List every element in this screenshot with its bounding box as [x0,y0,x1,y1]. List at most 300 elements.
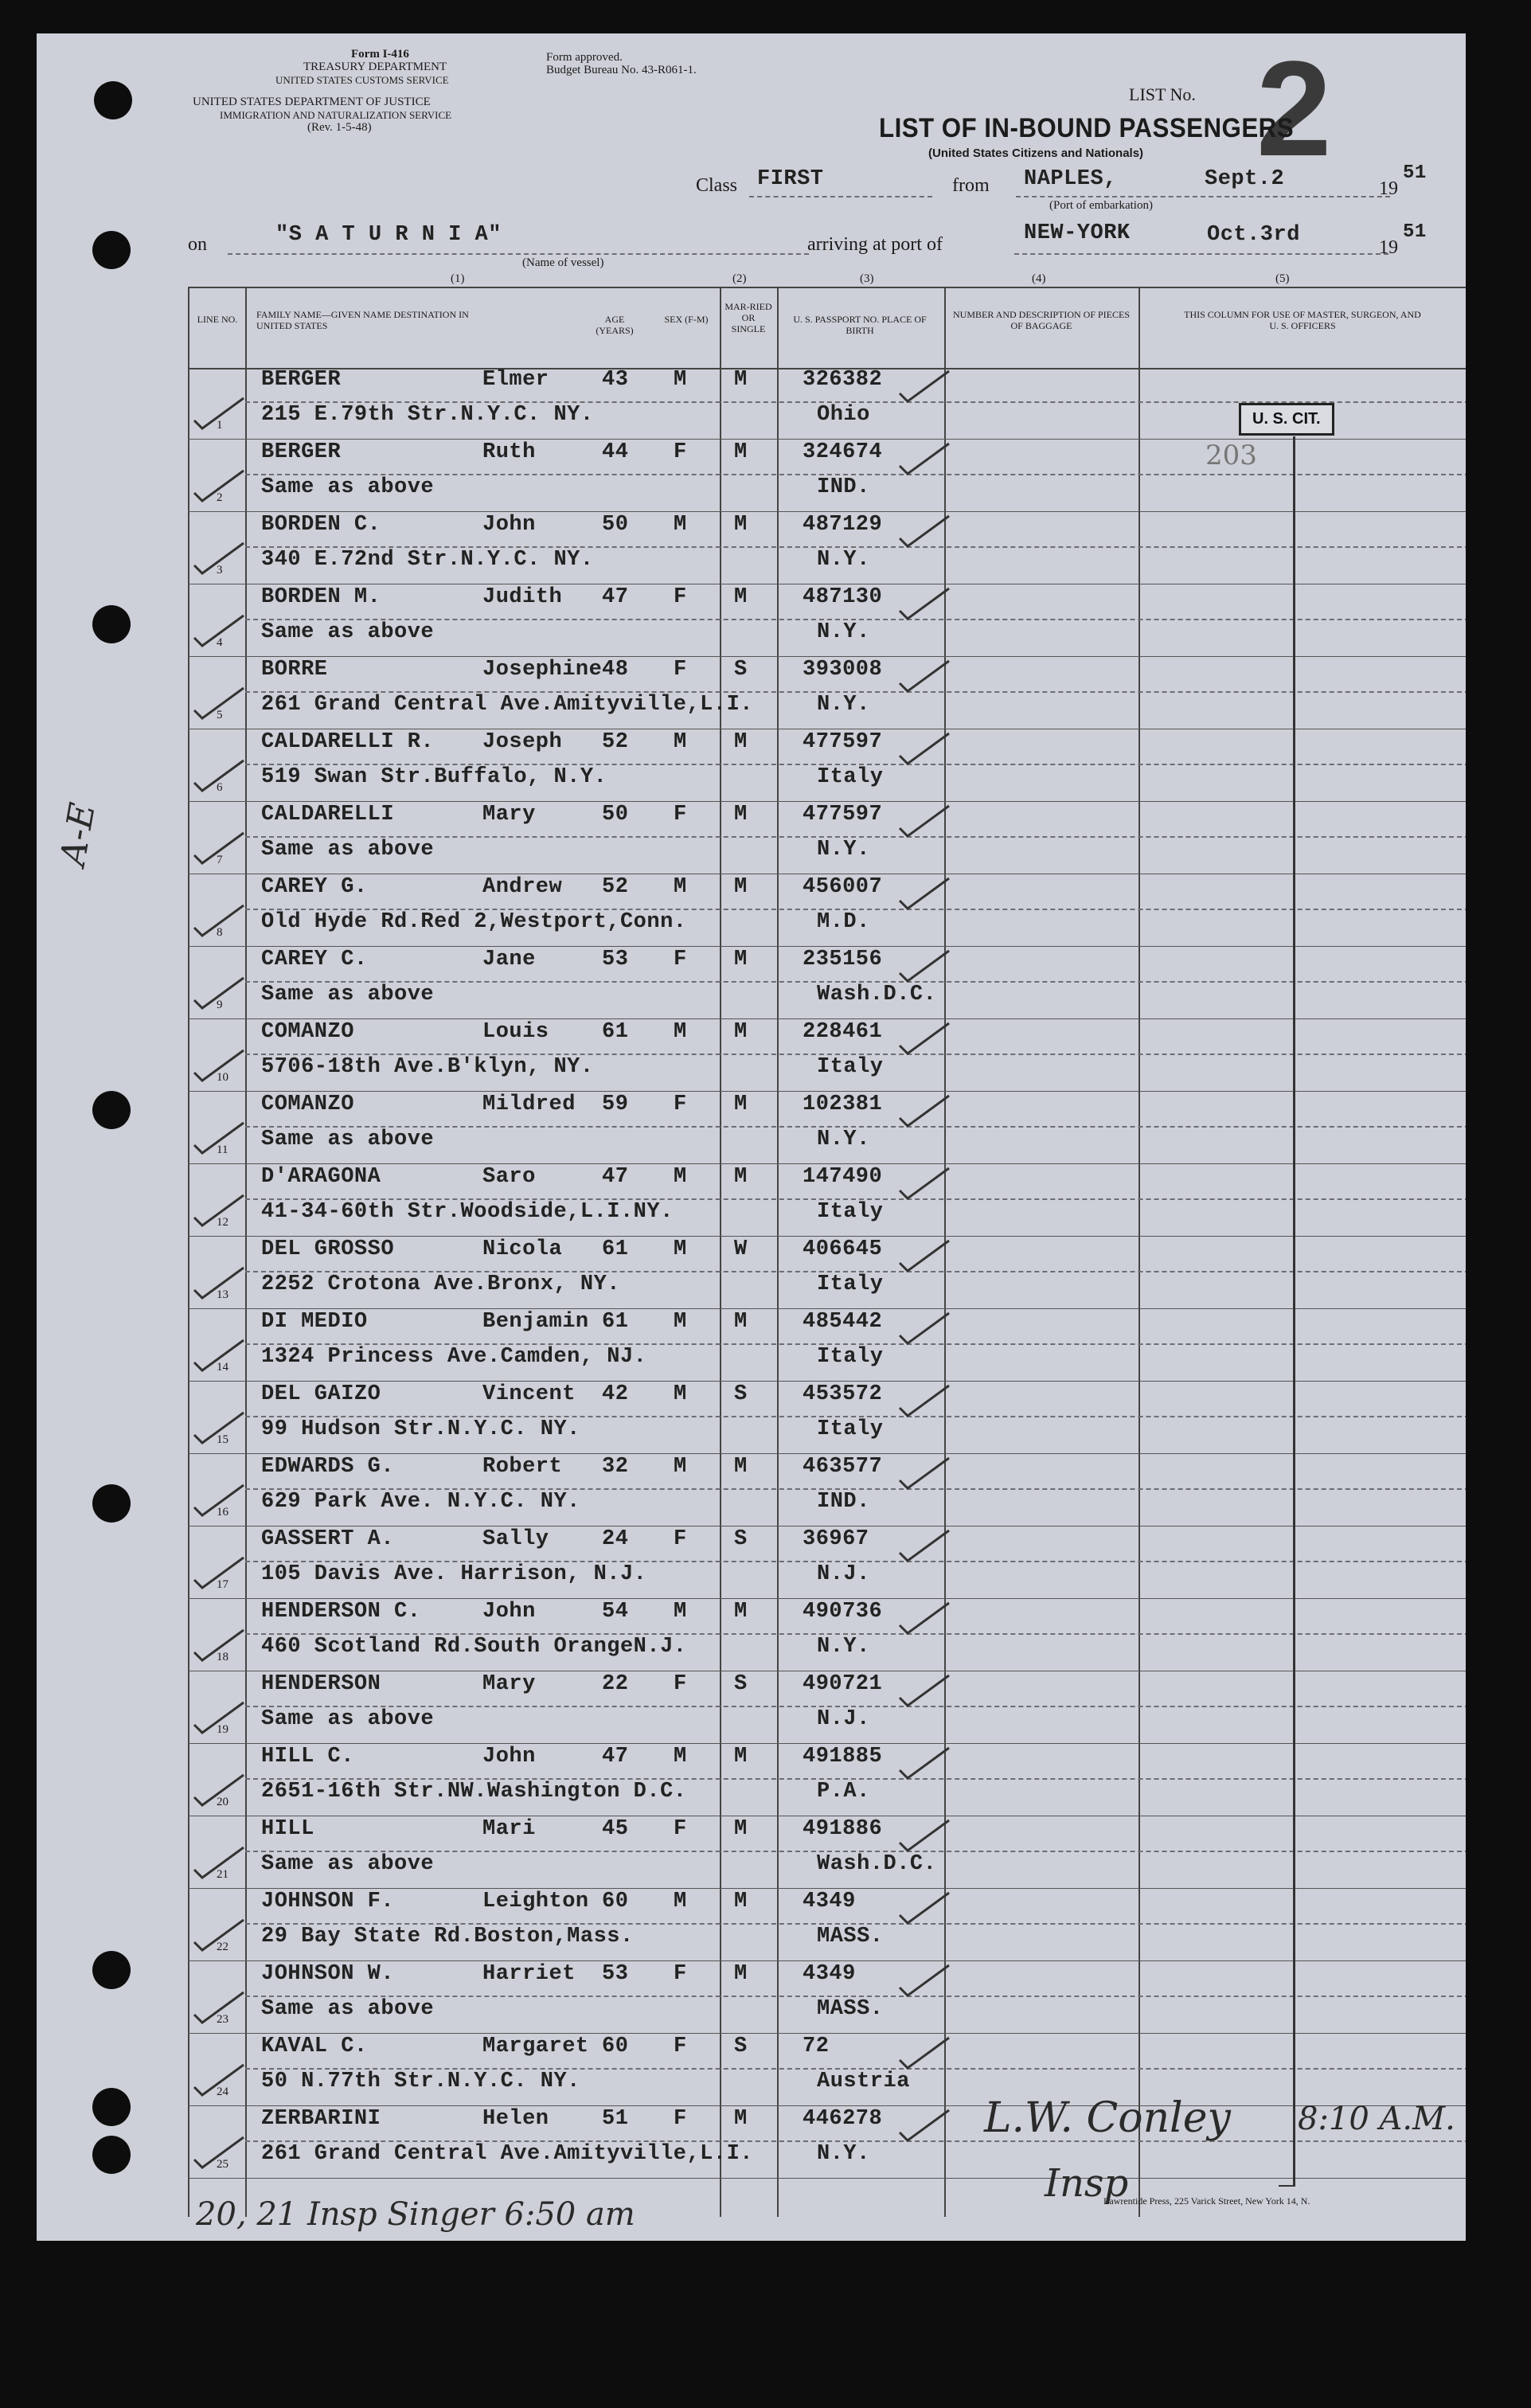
passport-number: 485442 [803,1310,883,1334]
place-of-birth: Austria [817,2070,910,2093]
destination: 261 Grand Central Ave.Amityville,L.I. [261,2142,753,2166]
married-status: M [734,368,748,392]
col-num-4: (4) [1032,272,1046,285]
married-status: M [734,440,748,464]
place-of-birth: MASS. [817,1925,884,1949]
given-name: Saro [482,1165,536,1189]
sex: F [674,948,687,971]
line-check-icon [191,1484,247,1519]
passport-number: 490721 [803,1672,883,1696]
family-name: HILL C. [261,1745,354,1769]
given-name: Robert [482,1455,563,1479]
family-name: GASSERT A. [261,1527,395,1551]
age: 42 [602,1382,629,1406]
place-of-birth: N.Y. [817,1128,870,1151]
passport-number: 228461 [803,1020,883,1044]
col-head-baggage: NUMBER AND DESCRIPTION OF PIECES OF BAGGAGE [952,309,1131,331]
row-bottom-border [188,1091,1466,1092]
line-number: 21 [217,1868,228,1881]
destination: Same as above [261,1997,435,2021]
destination: 29 Bay State Rd.Boston,Mass. [261,1925,634,1949]
given-name: Mari [482,1817,536,1841]
col-head-name: FAMILY NAME—GIVEN NAME DESTINATION IN UNITED STATES [256,309,469,331]
row-bottom-border [188,1743,1466,1744]
line-check-icon [191,686,247,721]
age: 53 [602,1962,629,1986]
place-of-birth: N.J. [817,1707,870,1731]
age: 24 [602,1527,629,1551]
revision: (Rev. 1-5-48) [307,121,372,134]
married-status: M [734,585,748,609]
place-of-birth: Wash.D.C. [817,983,937,1007]
row-divider [245,909,1466,910]
line-number: 14 [217,1361,228,1374]
row-divider [245,2068,1466,2070]
destination: 261 Grand Central Ave.Amityville,L.I. [261,693,753,717]
age: 48 [602,658,629,682]
col-head-married: MAR-RIED OR SINGLE [724,301,772,334]
list-number: 2 [1256,33,1332,185]
passport-number: 147490 [803,1165,883,1189]
signature-title: Insp [1045,2161,1129,2206]
passport-check-icon [896,659,952,694]
line-number: 2 [217,491,223,504]
passport-number: 4349 [803,1890,856,1914]
passport-number: 487130 [803,585,883,609]
destination: 50 N.77th Str.N.Y.C. NY. [261,2070,580,2093]
married-status: M [734,1093,748,1116]
passport-check-icon [896,2036,952,2071]
table-row [37,1527,1466,1600]
row-bottom-border [188,439,1466,440]
line-number: 23 [217,2013,228,2026]
class-value: FIRST [757,167,824,191]
sex: F [674,1672,687,1696]
budget-bureau: Budget Bureau No. 43-R061-1. [546,64,697,76]
age: 61 [602,1237,629,1261]
line-number: 3 [217,564,223,577]
passport-check-icon [896,1529,952,1564]
passport-number: 490736 [803,1600,883,1624]
given-name: Nicola [482,1237,563,1261]
given-name: Harriet [482,1962,576,1986]
line-check-icon [191,397,247,432]
line-check-icon [191,2136,247,2171]
family-name: KAVAL C. [261,2035,368,2058]
line-check-icon [191,976,247,1011]
table-row [37,1237,1466,1310]
sex: F [674,2035,687,2058]
given-name: John [482,1745,536,1769]
table-row [37,1455,1466,1527]
age: 50 [602,513,629,537]
row-bottom-border [188,1598,1466,1599]
destination: 5706-18th Ave.B'klyn, NY. [261,1055,594,1079]
place-of-birth: Italy [817,1417,884,1441]
family-name: BERGER [261,368,342,392]
on-label: on [188,234,207,255]
age: 60 [602,1890,629,1914]
stamp-number: 203 [1205,440,1257,471]
line-number: 16 [217,1506,228,1519]
place-of-birth: Italy [817,1345,884,1369]
row-divider [245,1488,1466,1490]
passport-check-icon [896,514,952,549]
place-of-birth: Italy [817,1200,884,1224]
family-name: HILL [261,1817,314,1841]
destination: Same as above [261,1707,435,1731]
destination: 1324 Princess Ave.Camden, NJ. [261,1345,647,1369]
place-of-birth: Italy [817,765,884,789]
row-divider [245,1198,1466,1200]
row-divider [245,836,1466,838]
married-status: S [734,1527,748,1551]
given-name: Mary [482,1672,536,1696]
passport-number: 477597 [803,803,883,827]
passport-check-icon [896,1022,952,1057]
passport-number: 446278 [803,2107,883,2131]
destination: 629 Park Ave. N.Y.C. NY. [261,1490,580,1514]
sex: F [674,1093,687,1116]
married-status: M [734,1962,748,1986]
line-check-icon [191,469,247,504]
destination: Same as above [261,475,435,499]
passport-check-icon [896,1094,952,1129]
row-divider [245,1271,1466,1272]
destination: 460 Scotland Rd.South OrangeN.J. [261,1635,687,1659]
line-number: 7 [217,854,223,866]
line-number: 19 [217,1723,228,1736]
family-name: CAREY G. [261,875,368,899]
married-status: M [734,1745,748,1769]
sex: F [674,658,687,682]
passport-check-icon [896,1819,952,1854]
family-name: HENDERSON C. [261,1600,421,1624]
passport-check-icon [896,1384,952,1419]
family-name: JOHNSON W. [261,1962,395,1986]
destination: Same as above [261,1852,435,1876]
passport-number: 235156 [803,948,883,971]
justice-dept: UNITED STATES DEPARTMENT OF JUSTICE [193,96,431,108]
passport-number: 4349 [803,1962,856,1986]
table-row [37,875,1466,948]
row-bottom-border [188,1381,1466,1382]
given-name: Andrew [482,875,563,899]
line-number: 10 [217,1071,228,1084]
family-name: DEL GROSSO [261,1237,395,1261]
married-status: M [734,948,748,971]
manifest-sheet [37,33,1466,2241]
year-prefix-arrival: 19 [1379,237,1398,258]
passport-check-icon [896,1239,952,1274]
passport-check-icon [896,587,952,622]
age: 32 [602,1455,629,1479]
destination: Same as above [261,620,435,644]
destination: 99 Hudson Str.N.Y.C. NY. [261,1417,580,1441]
row-divider [245,474,1466,475]
row-bottom-border [188,1163,1466,1164]
line-number: 8 [217,926,223,939]
col-head-passport: U. S. PASSPORT NO. PLACE OF BIRTH [793,314,927,336]
port-embark-label: (Port of embarkation) [1049,199,1153,212]
row-divider [245,764,1466,765]
row-divider [245,546,1466,548]
given-name: Josephine [482,658,603,682]
family-name: EDWARDS G. [261,1455,395,1479]
destination: Same as above [261,1128,435,1151]
table-row [37,1745,1466,1817]
line-check-icon [191,904,247,939]
table-row [37,1672,1466,1745]
place-of-birth: Italy [817,1272,884,1296]
age: 47 [602,1745,629,1769]
place-of-birth: N.J. [817,1562,870,1586]
line-check-icon [191,1556,247,1591]
passport-check-icon [896,1964,952,1999]
sex: M [674,1165,687,1189]
from-value: NAPLES, [1024,167,1117,191]
given-name: John [482,513,536,537]
sex: M [674,368,687,392]
passport-number: 491886 [803,1817,883,1841]
family-name: COMANZO [261,1093,354,1116]
passport-number: 491885 [803,1745,883,1769]
sex: M [674,1600,687,1624]
married-status: M [734,513,748,537]
line-check-icon [191,1918,247,1953]
table-row [37,658,1466,730]
arrival-port: NEW-YORK [1024,221,1131,245]
row-divider [245,2140,1466,2142]
married-status: M [734,1817,748,1841]
row-bottom-border [188,656,1466,657]
place-of-birth: N.Y. [817,548,870,572]
col-head-officers: THIS COLUMN FOR USE OF MASTER, SURGEON, AND U. S. OFFICERS [1184,309,1421,331]
family-name: JOHNSON F. [261,1890,395,1914]
sex: M [674,1237,687,1261]
married-status: M [734,803,748,827]
line-check-icon [191,1628,247,1663]
given-name: John [482,1600,536,1624]
family-name: DEL GAIZO [261,1382,381,1406]
row-bottom-border [188,1018,1466,1019]
row-bottom-border [188,946,1466,947]
passport-number: 36967 [803,1527,869,1551]
sex: F [674,803,687,827]
family-name: DI MEDIO [261,1310,368,1334]
age: 60 [602,2035,629,2058]
family-name: CALDARELLI R. [261,730,435,754]
given-name: Helen [482,2107,549,2131]
row-divider [245,1923,1466,1925]
given-name: Louis [482,1020,549,1044]
age: 61 [602,1020,629,1044]
row-divider [245,1054,1466,1055]
passport-check-icon [896,1674,952,1709]
table-row [37,585,1466,658]
age: 45 [602,1817,629,1841]
line-check-icon [191,1266,247,1301]
given-name: Elmer [482,368,549,392]
line-number: 24 [217,2086,228,2098]
table-row [37,803,1466,875]
line-number: 13 [217,1288,228,1301]
row-bottom-border [188,1888,1466,1889]
row-bottom-border [188,1236,1466,1237]
col-head-line-no: LINE NO. [197,314,238,325]
form-number: Form I-416 [351,48,409,61]
passport-number: 406645 [803,1237,883,1261]
row-divider [245,1126,1466,1128]
line-number: 12 [217,1216,228,1229]
line-check-icon [191,831,247,866]
line-check-icon [191,759,247,794]
row-divider [245,1996,1466,1997]
destination: Old Hyde Rd.Red 2,Westport,Conn. [261,910,687,934]
sex: F [674,2107,687,2131]
table-row [37,1020,1466,1093]
line-number: 11 [217,1143,228,1156]
given-name: Ruth [482,440,536,464]
margin-note: A-E [53,799,103,869]
passport-number: 453572 [803,1382,883,1406]
given-name: Vincent [482,1382,576,1406]
age: 52 [602,875,629,899]
age: 47 [602,1165,629,1189]
table-row [37,2107,1466,2179]
destination: 519 Swan Str.Buffalo, N.Y. [261,765,607,789]
date-from: Sept.2 [1205,167,1285,191]
customs-service: UNITED STATES CUSTOMS SERVICE [275,74,449,86]
line-check-icon [191,1049,247,1084]
married-status: M [734,1310,748,1334]
family-name: BORDEN M. [261,585,381,609]
table-row [37,1890,1466,1962]
line-number: 25 [217,2158,228,2171]
place-of-birth: Wash.D.C. [817,1852,937,1876]
married-status: M [734,1600,748,1624]
line-number: 15 [217,1433,228,1446]
line-number: 22 [217,1941,228,1953]
married-status: M [734,1165,748,1189]
treasury-dept: TREASURY DEPARTMENT [303,61,447,73]
passport-check-icon [896,949,952,984]
given-name: Mary [482,803,536,827]
sex: M [674,1382,687,1406]
list-no-label: LIST No. [1129,84,1196,104]
given-name: Benjamin [482,1310,589,1334]
year-arrival: 51 [1403,221,1427,243]
sex: F [674,1817,687,1841]
table-row [37,1093,1466,1165]
age: 59 [602,1093,629,1116]
place-of-birth: MASS. [817,1997,884,2021]
table-row [37,1310,1466,1382]
col-num-2: (2) [732,272,747,285]
passport-check-icon [896,877,952,912]
passport-check-icon [896,2109,952,2144]
table-row [37,1382,1466,1455]
line-check-icon [191,1411,247,1446]
family-name: D'ARAGONA [261,1165,381,1189]
married-status: W [734,1237,748,1261]
given-name: Judith [482,585,563,609]
table-row [37,513,1466,585]
age: 52 [602,730,629,754]
destination: 2651-16th Str.NW.Washington D.C. [261,1780,687,1804]
table-row [37,2035,1466,2107]
place-of-birth: IND. [817,475,870,499]
form-approved: Form approved. [546,51,623,64]
vessel-name: "S A T U R N I A" [275,223,502,247]
row-bottom-border [188,1960,1466,1961]
row-divider [245,981,1466,983]
destination: Same as above [261,838,435,862]
age: 47 [602,585,629,609]
passport-number: 487129 [803,513,883,537]
destination: 340 E.72nd Str.N.Y.C. NY. [261,548,594,572]
destination: 215 E.79th Str.N.Y.C. NY. [261,403,594,427]
col-num-5: (5) [1275,272,1290,285]
place-of-birth: Ohio [817,403,870,427]
given-name: Joseph [482,730,563,754]
signature-time: 8:10 A.M. [1298,2101,1455,2137]
married-status: M [734,875,748,899]
table-row [37,730,1466,803]
place-of-birth: Italy [817,1055,884,1079]
sex: F [674,585,687,609]
place-of-birth: N.Y. [817,693,870,717]
married-status: M [734,1890,748,1914]
passport-check-icon [896,1312,952,1347]
given-name: Jane [482,948,536,971]
sex: F [674,1962,687,1986]
line-check-icon [191,1846,247,1881]
document-subtitle: (United States Citizens and Nationals) [928,147,1144,160]
line-check-icon [191,1701,247,1736]
line-number: 1 [217,419,223,432]
table-row [37,1165,1466,1237]
family-name: CAREY C. [261,948,368,971]
row-bottom-border [188,2033,1466,2034]
destination: 105 Davis Ave. Harrison, N.J. [261,1562,647,1586]
married-status: M [734,1455,748,1479]
col-head-sex: SEX (F-M) [664,314,709,325]
line-check-icon [191,1121,247,1156]
passport-number: 326382 [803,368,883,392]
row-divider [245,1343,1466,1345]
married-status: S [734,1672,748,1696]
passport-check-icon [896,1891,952,1926]
row-bottom-border [188,1453,1466,1454]
sex: M [674,1890,687,1914]
married-status: M [734,730,748,754]
passport-check-icon [896,1746,952,1781]
passport-check-icon [896,1167,952,1202]
line-check-icon [191,1194,247,1229]
row-divider [245,691,1466,693]
place-of-birth: N.Y. [817,2142,870,2166]
family-name: ZERBARINI [261,2107,381,2131]
row-bottom-border [188,1308,1466,1309]
line-number: 5 [217,709,223,721]
line-check-icon [191,1773,247,1808]
line-number: 6 [217,781,223,794]
age: 43 [602,368,629,392]
row-bottom-border [188,511,1466,512]
place-of-birth: N.Y. [817,620,870,644]
married-status: S [734,658,748,682]
